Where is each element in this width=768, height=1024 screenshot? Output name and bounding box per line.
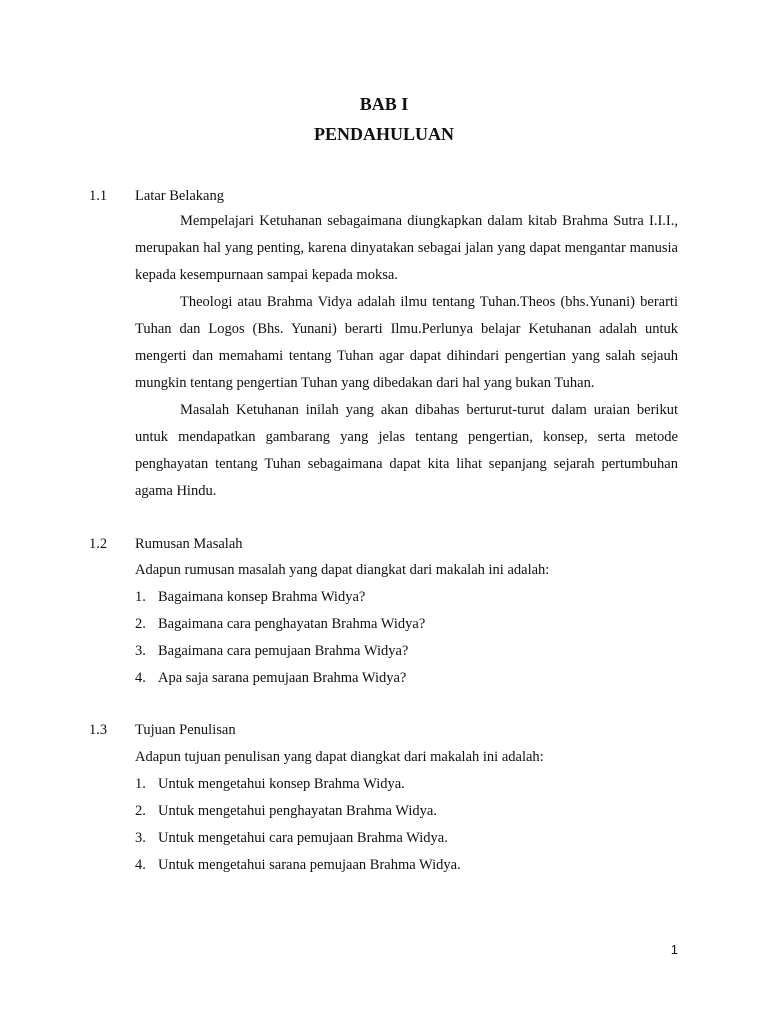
section-body-rumusan-masalah	[135, 557, 678, 692]
list-text: Untuk mengetahui cara pemujaan Brahma Widya.	[158, 830, 448, 846]
list-text: Bagaimana konsep Brahma Widya?	[158, 589, 366, 605]
list-number: 4.	[135, 857, 146, 873]
section-title: Rumusan Masalah	[135, 536, 243, 552]
chapter-title: PENDAHULUAN	[313, 124, 454, 144]
section-heading-latar-belakang	[89, 186, 224, 206]
list-item	[135, 771, 678, 798]
list-item	[135, 665, 678, 692]
section-number: 1.3	[89, 722, 108, 738]
list-text: Bagaimana cara penghayatan Brahma Widya?	[158, 616, 426, 632]
list-number: 2.	[135, 616, 146, 632]
chapter-label: BAB I	[359, 94, 409, 114]
list-item	[135, 798, 678, 825]
list-item	[135, 584, 678, 611]
list-text: Untuk mengetahui konsep Brahma Widya.	[158, 776, 405, 792]
section-body-latar-belakang	[135, 208, 678, 505]
list-number: 2.	[135, 803, 146, 819]
list-text: Untuk mengetahui penghayatan Brahma Widya.	[158, 803, 437, 819]
section-intro: Adapun rumusan masalah yang dapat diangkat dari makalah ini adalah:	[135, 562, 550, 578]
page-number: 1	[670, 942, 678, 957]
list-number: 1.	[135, 589, 146, 605]
section-intro: Adapun tujuan penulisan yang dapat diangkat dari makalah ini adalah:	[135, 749, 544, 765]
paragraph: Masalah Ketuhanan inilah yang akan dibahas berturut-turut dalam uraian berikut untuk mendapatkan gambarang yang jelas tentang pengertian, konsep, serta metode penghayatan tentang Tuhan sebagaimana dapat kita lihat sepanjang sejarah pertumbuhan agama Hindu.	[135, 402, 678, 499]
list-item	[135, 611, 678, 638]
list-item	[135, 825, 678, 852]
section-number: 1.2	[89, 536, 108, 552]
paragraph: Mempelajari Ketuhanan sebagaimana diungkapkan dalam kitab Brahma Sutra I.I.I., merupakan hal yang penting, karena dinyatakan sebagai jalan yang dapat mengantar manusia kepada kesempurnaan sampai kepada moksa.	[135, 213, 678, 283]
section-title: Tujuan Penulisan	[135, 722, 236, 738]
list-number: 4.	[135, 670, 146, 686]
list-number: 3.	[135, 830, 146, 846]
list-number: 3.	[135, 643, 146, 659]
list-item	[135, 638, 678, 665]
section-title: Latar Belakang	[135, 188, 224, 204]
list-item	[135, 852, 678, 879]
problem-list	[135, 584, 678, 692]
paragraph: Theologi atau Brahma Vidya adalah ilmu tentang Tuhan.Theos (bhs.Yunani) berarti Tuhan dan Logos (Bhs. Yunani) berarti Ilmu.Perlunya belajar Ketuhanan adalah untuk mengerti dan memahami tentang Tuhan agar dapat dihindari pengertian yang salah sejauh mungkin tentang pengertian Tuhan yang dibedakan dari hal yang bukan Tuhan.	[135, 294, 678, 391]
list-text: Untuk mengetahui sarana pemujaan Brahma Widya.	[158, 857, 461, 873]
list-number: 1.	[135, 776, 146, 792]
section-heading-tujuan-penulisan	[89, 720, 236, 740]
goal-list	[135, 771, 678, 879]
section-heading-rumusan-masalah	[89, 534, 243, 554]
section-number: 1.1	[89, 188, 108, 204]
section-body-tujuan-penulisan	[135, 744, 678, 879]
list-text: Bagaimana cara pemujaan Brahma Widya?	[158, 643, 409, 659]
list-text: Apa saja sarana pemujaan Brahma Widya?	[158, 670, 407, 686]
